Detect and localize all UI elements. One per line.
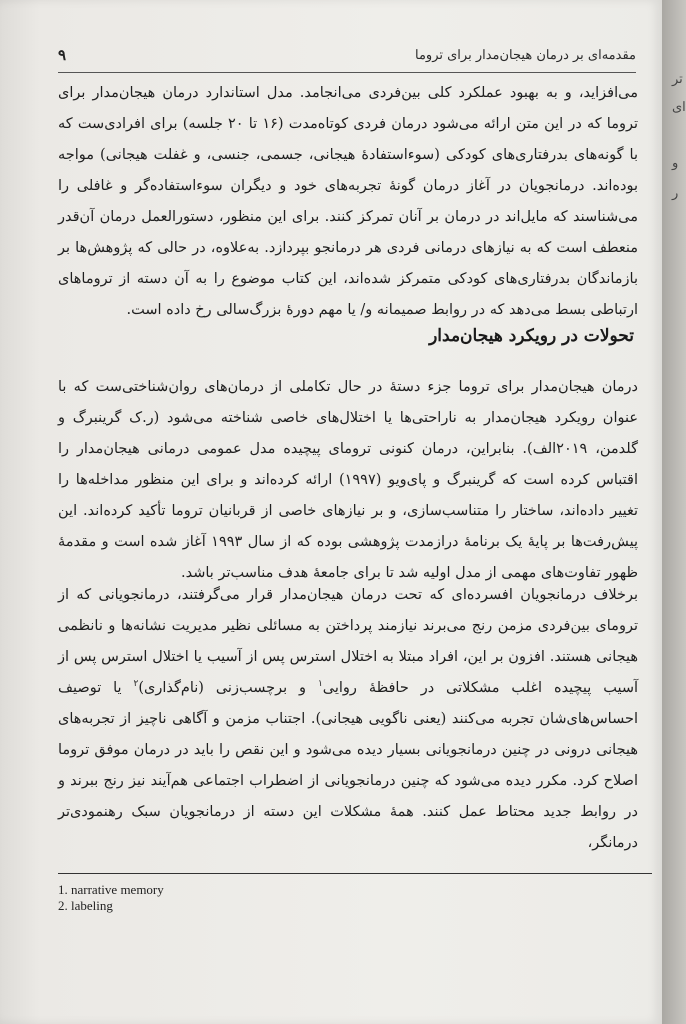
paragraph-2: درمان هیجان‌مدار برای تروما جزء دستهٔ در حال تکاملی از درمان‌های روان‌شناختی‌ست که با عنوان رویکرد هیجان‌مدار به ناراحتی‌ها یا اختلال‌های خاصی شناخته می‌شود (ر.ک گرینبرگ و گلدمن، ۲۰۱۹الف). بنابراین، درمان کنونی ترومای پیچیده مدل عمومی درمانی هیجان‌مدار را اقتباس کرده است که گرینبرگ و پای‌ویو (۱۹۹۷) ارائه کرده‌اند و برای این منظور مداخله‌ها را تغییر داده‌اند، ساختار را متناسب‌سازی، و بر نیازهای خاصی از قربانیان تروما تأکید کرده‌اند. این پیش‌رفت‌ها بر پایهٔ یک برنامهٔ درازمدت پژوهشی بوده که از سال ۱۹۹۳ آغاز شده است و مقدمهٔ ظهور تفاوت‌های مهمی از مدل اولیه شد تا برای جامعهٔ هدف مناسب‌تر باشد.: [58, 379, 639, 581]
section-heading: تحولات در رویکرد هیجان‌مدار: [429, 326, 634, 346]
paragraph-3-part-b: و برچسب‌زنی (نام‌گذاری): [138, 680, 318, 696]
edge-text-2: ای: [672, 100, 686, 115]
edge-text-3: و: [672, 156, 679, 171]
footnotes: [58, 882, 164, 914]
footnote-1: 1. narrative memory: [58, 882, 164, 897]
page-number: ۹: [58, 46, 67, 64]
footnote-ref-2: ۲: [133, 679, 139, 690]
edge-text-1: تر: [672, 72, 683, 87]
paragraph-3-part-a: برخلاف درمانجویان افسرده‌ای که تحت درمان هیجان‌مدار قرار می‌گرفتند، درمانجویانی که از ترومای بین‌فردی مزمن رنج می‌برند نیازمند پرداختن به مسائلی نظیر مدیریت نشانه‌ها و نانظمی هیجانی هستند. افزون بر این، افراد مبتلا به اختلال استرس پس از آسیب یا اختلال استرس پس از آسیب پیچیده اغلب مشکلاتی در حافظهٔ روایی: [58, 587, 639, 696]
running-header: [58, 44, 636, 73]
paragraph-1: می‌افزاید، و به بهبود عملکرد کلی بین‌فردی می‌انجامد. مدل استاندارد درمان هیجان‌مدار برای تروما که در این متن ارائه می‌شود درمان فردی کوتاه‌مدت (۱۶ تا ۲۰ جلسه) برای افرادی‌ست که با گونه‌های بدرفتاری‌های کودکی (سوءاستفادهٔ هیجانی، جسمی، جنسی، و غفلت هیجانی) مواجه بوده‌اند. درمانجویان در آغاز درمان گونهٔ تجربه‌های خود و دیگران سوءاستفاده‌گر و غافلی را می‌شناسند که مایل‌اند در درمان بر آنان تمرکز کنند. برای این منظور، دستورالعمل درمان آن‌قدر منعطف است که به نیازهای درمانی فردی هر درمانجو بپردازد. به‌علاوه، در حالی که پژوهش‌ها بر بازماندگان بدرفتاری‌های کودکی متمرکز شده‌اند، این کتاب موضوع را به آن دسته از تروماهای ارتباطی بسط می‌دهد که در روابط صمیمانه و/ یا مهم دورهٔ بزرگ‌سالی رخ داده است.: [58, 85, 638, 318]
edge-text-4: ر: [672, 186, 679, 201]
paragraph-3-part-c: یا توصیف احساس‌های‌شان تجربه می‌کنند (یعنی ناگویی هیجانی). اجتناب مزمن و آگاهی ناچیز از تجربه‌های هیجانی درونی در چنین درمانجویانی بسیار دیده می‌شود و این نقص را باید در درمان موفق تروما اصلاح کرد. مکرر دیده می‌شود که چنین درمانجویانی از اضطراب اجتماعی هم‌آیند نیز رنج ببرند و در روابط جدید محتاط عمل کنند. همهٔ مشکلات این دسته از درمانجویان سبک رهنمودی‌تر درمانگر،: [58, 680, 638, 851]
footnote-ref-1: ۱: [317, 679, 323, 690]
footnote-divider: [58, 873, 652, 874]
footnote-2: 2. labeling: [58, 898, 113, 913]
adjacent-page-edge: [662, 0, 686, 1024]
paragraph-3: [58, 580, 638, 859]
header-title: مقدمه‌ای بر درمان هیجان‌مدار برای تروما: [415, 48, 636, 63]
